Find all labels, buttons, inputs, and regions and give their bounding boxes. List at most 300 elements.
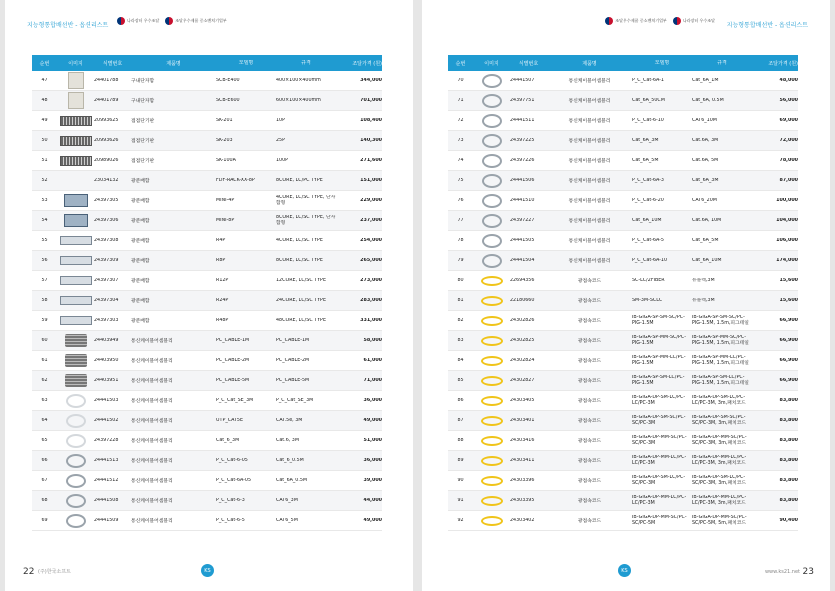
column-header: 식별번호	[518, 60, 539, 67]
table-row	[32, 131, 382, 151]
cell-spec: Cat_6_0.5M	[276, 457, 304, 463]
cell-code: 24441507	[510, 78, 535, 83]
cell-no: 52	[41, 178, 48, 183]
product-image	[473, 151, 510, 170]
cell-price: 61,000	[363, 358, 382, 363]
table-row	[32, 331, 382, 351]
cell-spec: Cat_6A, 0.5M	[692, 97, 724, 103]
cell-model: IB-GIGA-DP-MM-LC/PC-LC/PC-3M	[632, 454, 687, 466]
cell-name: 통신케이블어셈블리	[568, 119, 611, 124]
cell-price: 100,000	[776, 198, 798, 203]
cell-model: Cat_6A_3M	[632, 137, 659, 143]
cell-spec: CAT6_10M	[692, 117, 717, 123]
cell-model: SC-LC/2FIBER	[632, 277, 665, 283]
cell-model: R24P	[216, 297, 229, 303]
fiber-thumbnail-icon	[481, 396, 503, 406]
cell-spec: PC_CABLE-2M	[276, 357, 310, 363]
cell-no: 89	[457, 458, 464, 463]
fiber-thumbnail-icon	[481, 316, 503, 326]
cell-code: 24303405	[510, 398, 535, 403]
cell-code: 24397226	[510, 158, 535, 163]
cell-price: 265,000	[360, 258, 382, 263]
cell-model: P_C_Cat-6A-1	[632, 77, 664, 83]
cable-grey-thumbnail-icon	[482, 134, 502, 148]
cell-no: 61	[41, 358, 48, 363]
table-row	[32, 471, 382, 491]
product-image	[57, 431, 94, 450]
table-row	[448, 411, 798, 431]
cell-code: 24397228	[94, 438, 119, 443]
column-header: 규격	[301, 60, 311, 66]
product-image	[57, 371, 94, 390]
table-row	[448, 491, 798, 511]
product-image	[473, 211, 510, 230]
column-header: 이미지	[484, 60, 499, 67]
cell-spec: IB-GIGA-SP-SM-SC/PC-PIG-1.5M, 1.5m,피그테일	[692, 314, 749, 326]
cell-name: 광접속코드	[577, 379, 602, 384]
cell-price: 83,800	[779, 398, 798, 403]
cell-spec: IB-GIGA-DP-MM-LC/PC-LC/PC-3M, 3m,패치코드	[692, 494, 747, 506]
cell-no: 71	[457, 98, 464, 103]
cell-code: 24441502	[94, 418, 119, 423]
table-row	[448, 311, 798, 331]
cell-price: 49,000	[363, 418, 382, 423]
table-row	[32, 111, 382, 131]
cell-model: P_C_Cat-6-05	[216, 457, 248, 463]
table-row	[448, 231, 798, 251]
product-image	[57, 91, 94, 110]
cell-code: 24403950	[94, 358, 119, 363]
fiber-thumbnail-icon	[481, 456, 503, 466]
cell-spec: IB-GIGA-DP-MM-LC/PC-LC/PC-3M, 3m,패치코드	[692, 454, 747, 466]
cable-grey-thumbnail-icon	[482, 174, 502, 188]
cell-spec: 듀플렉,3M	[692, 297, 715, 303]
cell-name: 통신케이블어셈블리	[131, 519, 173, 524]
cell-name: 통신케이블어셈블리	[131, 399, 173, 404]
table-row	[448, 71, 798, 91]
cell-price: 83,800	[779, 498, 798, 503]
cell-no: 91	[457, 498, 464, 503]
cell-name: 통신케이블어셈블리	[568, 79, 611, 84]
cell-model: Cat_6A_50CM	[632, 97, 665, 103]
cable-bundle-thumbnail-icon	[65, 334, 87, 347]
cell-name: 통신케이블어셈블리	[568, 179, 611, 184]
page-header-title: 지능형통합배선반 - 옵션리스트	[726, 22, 808, 29]
cell-price: 104,000	[776, 218, 798, 223]
right-page	[422, 0, 830, 591]
cell-model: IB-GIGA-DP-MM-LC/PC-LC/PC-3M	[632, 494, 687, 506]
emblem-icon	[165, 17, 173, 25]
table-row	[32, 291, 382, 311]
cell-spec: IB-GIGA-SP-SM-LC/PC-PIG-1.5M, 1.5m,피그테일	[692, 374, 749, 386]
product-image	[473, 191, 510, 210]
cell-name: 접점단기판	[131, 159, 155, 164]
cell-no: 68	[41, 498, 48, 503]
procurement-logo: 나라장터 우수조달	[117, 17, 159, 25]
cell-price: 44,000	[363, 498, 382, 503]
cabinet-thumbnail-icon	[68, 92, 84, 109]
product-image	[57, 471, 94, 490]
cell-spec: Cat_6A_10M	[692, 257, 722, 263]
product-image	[473, 371, 510, 390]
cell-name: 통신케이블어셈블리	[131, 459, 173, 464]
cell-spec: IB-GIGA-DP-SM-LC/PC-LC/PC-3M, 3m,패치코드	[692, 394, 746, 406]
cell-no: 57	[41, 278, 48, 283]
cell-spec: 8CORE, LC/PC TYPE	[276, 177, 323, 183]
cell-no: 70	[457, 78, 464, 83]
rack-thumbnail-icon	[60, 236, 92, 245]
cell-name: 접점단기판	[131, 139, 155, 144]
cell-model: R8P	[216, 257, 226, 263]
product-image	[473, 111, 510, 130]
table-row	[32, 411, 382, 431]
fiber-thumbnail-icon	[481, 336, 503, 346]
cell-spec: 10P	[276, 117, 285, 123]
fiber-thumbnail-icon	[481, 356, 503, 366]
cell-model: MINI-8P	[216, 217, 235, 223]
cable-white-thumbnail-icon	[66, 434, 86, 448]
cell-name: 광접속코드	[577, 479, 602, 484]
cell-name: 통신케이블어셈블리	[568, 259, 611, 264]
table-row	[32, 251, 382, 271]
cell-name: 광분배함	[131, 279, 150, 284]
cell-no: 60	[41, 338, 48, 343]
cell-no: 50	[41, 138, 48, 143]
product-image	[57, 411, 94, 430]
cell-spec: Cat.6A, 3M	[692, 137, 719, 143]
excellent-product-logo: 조달우수제품 중소벤처기업부	[165, 17, 227, 25]
table-row	[32, 391, 382, 411]
cell-price: 229,000	[360, 198, 382, 203]
cell-model: IB-GIGA-SP-SM-SC/PC-PIG-1.5M	[632, 314, 685, 326]
product-image	[57, 211, 94, 230]
cell-spec: IB-GIGA-DP-MM-SC/PC-SC/PC-5M, 5m,패치코드	[692, 514, 747, 526]
cell-code: 24441504	[510, 258, 535, 263]
column-header: 규격	[717, 60, 727, 66]
cell-spec: 400×100×400mm	[276, 77, 321, 83]
cell-code: 24441511	[510, 118, 535, 123]
cell-spec: 8CORE, LC/SC TYPE	[276, 257, 323, 263]
cell-price: 66,900	[779, 318, 798, 323]
cell-model: R4P	[216, 237, 226, 243]
cell-name: 통신케이블어셈블리	[568, 219, 611, 224]
cell-spec: 25P	[276, 137, 285, 143]
cell-price: 140,300	[360, 138, 382, 143]
cell-price: 106,000	[776, 238, 798, 243]
cell-model: P_C_Cat_SE_3M	[216, 397, 254, 403]
fiber-thumbnail-icon	[481, 516, 503, 526]
left-page	[5, 0, 413, 591]
product-image	[57, 451, 94, 470]
certification-logos	[605, 17, 715, 25]
cell-code: 23034132	[94, 178, 119, 183]
product-image	[473, 271, 510, 290]
cell-model: Cat_6A_10M	[632, 217, 662, 223]
table-row	[448, 331, 798, 351]
cell-no: 72	[457, 118, 464, 123]
table-row	[32, 171, 382, 191]
cell-name: 광분배함	[131, 199, 150, 204]
cell-code: 24397225	[510, 138, 535, 143]
cell-model: PC_CABLE-2M	[216, 357, 250, 363]
fiber-thumbnail-icon	[481, 376, 503, 386]
column-header: 조달가격 (원)	[352, 60, 382, 67]
product-image	[473, 131, 510, 150]
cell-model: UTP_CAT5E	[216, 417, 244, 423]
cell-spec: 12CORE, LC/SC TYPE	[276, 277, 326, 283]
cell-spec: CAT6_3M	[276, 497, 298, 503]
cell-price: 78,000	[779, 158, 798, 163]
product-image	[473, 451, 510, 470]
cell-name: 광접속코드	[577, 339, 602, 344]
cell-code: 24397303	[94, 318, 119, 323]
table-row	[448, 211, 798, 231]
fiber-thumbnail-icon	[481, 496, 503, 506]
table-row	[32, 191, 382, 211]
table-row	[448, 471, 798, 491]
product-image	[473, 491, 510, 510]
product-image	[473, 171, 510, 190]
cable-grey-thumbnail-icon	[482, 234, 502, 248]
option-table	[32, 55, 382, 531]
table-row	[448, 351, 798, 371]
cell-model: IB-GIGA-DP-MM-SC/PC-SC/PC-3M	[632, 434, 687, 446]
cell-no: 63	[41, 398, 48, 403]
cell-no: 86	[457, 398, 464, 403]
cell-code: 24303396	[510, 478, 535, 483]
cell-name: 광접속코드	[577, 499, 602, 504]
product-image	[57, 191, 94, 210]
cell-spec: IB-GIGA-DP-MM-SC/PC-SC/PC-3M, 3m,패치코드	[692, 434, 747, 446]
column-header: 식별번호	[102, 60, 123, 67]
cable-grey-thumbnail-icon	[66, 474, 86, 488]
cell-code: 22694356	[510, 278, 535, 283]
cell-price: 72,000	[779, 138, 798, 143]
product-image	[473, 411, 510, 430]
product-image	[57, 251, 94, 270]
page-number: 23	[802, 567, 814, 577]
cell-name: 광접속코드	[577, 459, 602, 464]
cell-price: 108,400	[360, 118, 382, 123]
cable-grey-thumbnail-icon	[482, 254, 502, 268]
cell-model: P_C_Cat-6A-10	[632, 257, 668, 263]
cell-price: 66,900	[779, 358, 798, 363]
emblem-icon	[605, 17, 613, 25]
cell-name: 통신케이블어셈블리	[568, 199, 611, 204]
cell-spec: PC_CABLE-1M	[276, 337, 310, 343]
cable-grey-thumbnail-icon	[482, 74, 502, 88]
cell-model: P_C_Cat-6A-3	[632, 177, 664, 183]
cell-no: 81	[457, 298, 464, 303]
cell-code: 24441512	[94, 478, 119, 483]
table-header	[448, 55, 798, 71]
cell-price: 83,800	[779, 438, 798, 443]
cell-name: 통신케이블어셈블리	[131, 479, 173, 484]
cell-price: 36,000	[363, 398, 382, 403]
cell-model: IB-GIGA-SP-MM-SC/PC-PIG-1.5M	[632, 334, 686, 346]
table-row	[32, 491, 382, 511]
cell-code: 24302827	[510, 378, 535, 383]
cell-model: P_C_Cat-6-10	[632, 117, 664, 123]
cable-grey-thumbnail-icon	[482, 94, 502, 108]
product-image	[57, 351, 94, 370]
cell-no: 79	[457, 258, 464, 263]
cell-no: 85	[457, 378, 464, 383]
cell-spec: CAT.5e, 3M	[276, 417, 303, 423]
product-image	[473, 251, 510, 270]
emblem-icon	[673, 17, 681, 25]
cell-price: 83,800	[779, 418, 798, 423]
cell-spec: 8CORE, LC/SC TYPE, 단자함형	[276, 214, 336, 226]
column-header: 제품명	[166, 60, 181, 67]
table-row	[32, 431, 382, 451]
cell-spec: 600×100×400mm	[276, 97, 321, 103]
cell-name: 광분배함	[131, 299, 150, 304]
cell-price: 15,600	[779, 298, 798, 303]
fiber-thumbnail-icon	[481, 296, 503, 306]
column-header: 제품명	[582, 60, 597, 67]
cell-model: P_C_Cat-6A-05	[216, 477, 252, 483]
column-header: 조달가격 (원)	[768, 60, 798, 67]
cell-no: 51	[41, 158, 48, 163]
cell-no: 59	[41, 318, 48, 323]
table-row	[32, 351, 382, 371]
column-header: 모델명	[238, 60, 254, 66]
cell-code: 24441508	[94, 498, 119, 503]
cell-price: 283,000	[360, 298, 382, 303]
cell-code: 24441510	[510, 198, 535, 203]
product-image	[57, 71, 94, 90]
table-header	[32, 55, 382, 71]
rack-thumbnail-icon	[60, 316, 92, 325]
cell-name: 광접속코드	[577, 419, 602, 424]
cell-name: 통신케이블어셈블리	[568, 139, 611, 144]
cell-model: IB-GIGA-SP-SM-LC/PC-PIG-1.5M	[632, 374, 685, 386]
product-image	[57, 511, 94, 530]
cell-spec: 4CORE, LC/SC TYPE	[276, 237, 323, 243]
fiber-thumbnail-icon	[481, 436, 503, 446]
cell-spec: Cat_6A_0.5M	[276, 477, 308, 483]
cell-model: IB-GIGA-DP-SM-LC/PC-LC/PC-3M	[632, 394, 686, 406]
product-image	[473, 391, 510, 410]
cell-name: 접점단기판	[131, 119, 155, 124]
cable-grey-thumbnail-icon	[482, 154, 502, 168]
cell-model: IB-GIGA-DP-MM-SC/PC-SC/PC-5M	[632, 514, 687, 526]
product-image	[473, 471, 510, 490]
cell-price: 49,000	[363, 518, 382, 523]
cell-no: 80	[457, 278, 464, 283]
cell-code: 20993625	[94, 118, 119, 123]
cell-model: SCB-E400	[216, 77, 240, 83]
table-row	[448, 171, 798, 191]
cell-code: 24397306	[94, 218, 119, 223]
cell-model: IB-GIGA-DP-SM-SC/PC-SC/PC-3M	[632, 414, 686, 426]
rack-thumbnail-icon	[60, 296, 92, 305]
cable-grey-thumbnail-icon	[482, 214, 502, 228]
cell-model: IB-GIGA-DP-SM-LC/PC-SC/PC-3M	[632, 474, 686, 486]
box-thumbnail-icon	[64, 194, 88, 207]
cell-code: 24401789	[94, 98, 119, 103]
cell-model: P_C_Cat-6-3	[216, 497, 245, 503]
cell-price: 83,800	[779, 478, 798, 483]
table-row	[448, 371, 798, 391]
cell-price: 701,000	[360, 98, 382, 103]
cell-no: 69	[41, 518, 48, 523]
cell-name: 광분배함	[131, 179, 150, 184]
cell-no: 54	[41, 218, 48, 223]
cell-name: 광분배함	[131, 259, 150, 264]
footer-website: www.ks21.net	[764, 569, 800, 575]
cell-no: 65	[41, 438, 48, 443]
cell-name: 광접속코드	[577, 399, 602, 404]
page-header-title: 지능형통합배선반 - 옵션리스트	[27, 22, 109, 29]
table-row	[32, 511, 382, 531]
cell-price: 87,000	[779, 178, 798, 183]
cell-price: 36,000	[363, 458, 382, 463]
product-image	[57, 171, 94, 190]
cell-spec: CAT6_5M	[276, 517, 298, 523]
table-row	[32, 231, 382, 251]
cell-name: 구내단자함	[131, 99, 155, 104]
excellent-product-logo: 조달우수제품 중소벤처기업부	[605, 17, 667, 25]
cell-no: 83	[457, 338, 464, 343]
cell-model: MINI-4P	[216, 197, 235, 203]
cell-name: 통신케이블어셈블리	[568, 239, 611, 244]
table-row	[32, 71, 382, 91]
cell-price: 331,000	[360, 318, 382, 323]
cell-code: 24397751	[510, 98, 535, 103]
product-image	[473, 71, 510, 90]
cable-white-thumbnail-icon	[66, 394, 86, 408]
cell-model: FDF-RACK-XX-8P	[216, 177, 255, 183]
cell-price: 174,000	[776, 258, 798, 263]
cell-code: 24397305	[94, 198, 119, 203]
emblem-icon	[117, 17, 125, 25]
table-row	[32, 371, 382, 391]
cell-price: 83,800	[779, 458, 798, 463]
cable-bundle-thumbnail-icon	[65, 374, 87, 387]
cell-spec: 4CORE, LC/SC TYPE, 단자함형	[276, 194, 336, 206]
cell-no: 74	[457, 158, 464, 163]
table-row	[448, 291, 798, 311]
cell-no: 82	[457, 318, 464, 323]
cell-model: PC_CABLE-1M	[216, 337, 250, 343]
column-header: 순번	[455, 60, 466, 67]
cell-no: 87	[457, 418, 464, 423]
cell-code: 24303402	[510, 518, 535, 523]
product-image	[57, 111, 94, 130]
cell-spec: CAT6_20M	[692, 197, 717, 203]
cell-code: 22180660	[510, 298, 535, 303]
cell-no: 75	[457, 178, 464, 183]
panel-thumbnail-icon	[60, 156, 92, 166]
cell-name: 광분배함	[131, 239, 150, 244]
company-logo-icon: KS	[618, 564, 631, 577]
cell-name: 통신케이블어셈블리	[131, 499, 173, 504]
cell-no: 56	[41, 258, 48, 263]
product-image	[57, 311, 94, 330]
product-image	[473, 431, 510, 450]
cell-spec: IB-GIGA-SP-MM-LC/PC-PIG-1.5M, 1.5m,피그테일	[692, 354, 749, 366]
cell-code: 24441509	[94, 518, 119, 523]
cell-no: 62	[41, 378, 48, 383]
cell-code: 24303401	[510, 418, 535, 423]
cell-model: SM-3M-SCLC	[632, 297, 663, 303]
cell-model: PC_CABLE-5M	[216, 377, 250, 383]
cable-grey-thumbnail-icon	[66, 514, 86, 528]
cell-spec: P_C_Cat_SE_3M	[276, 397, 314, 403]
cell-spec: IB-GIGA-DP-SM-SC/PC-SC/PC-3M, 3m,패치코드	[692, 414, 747, 426]
